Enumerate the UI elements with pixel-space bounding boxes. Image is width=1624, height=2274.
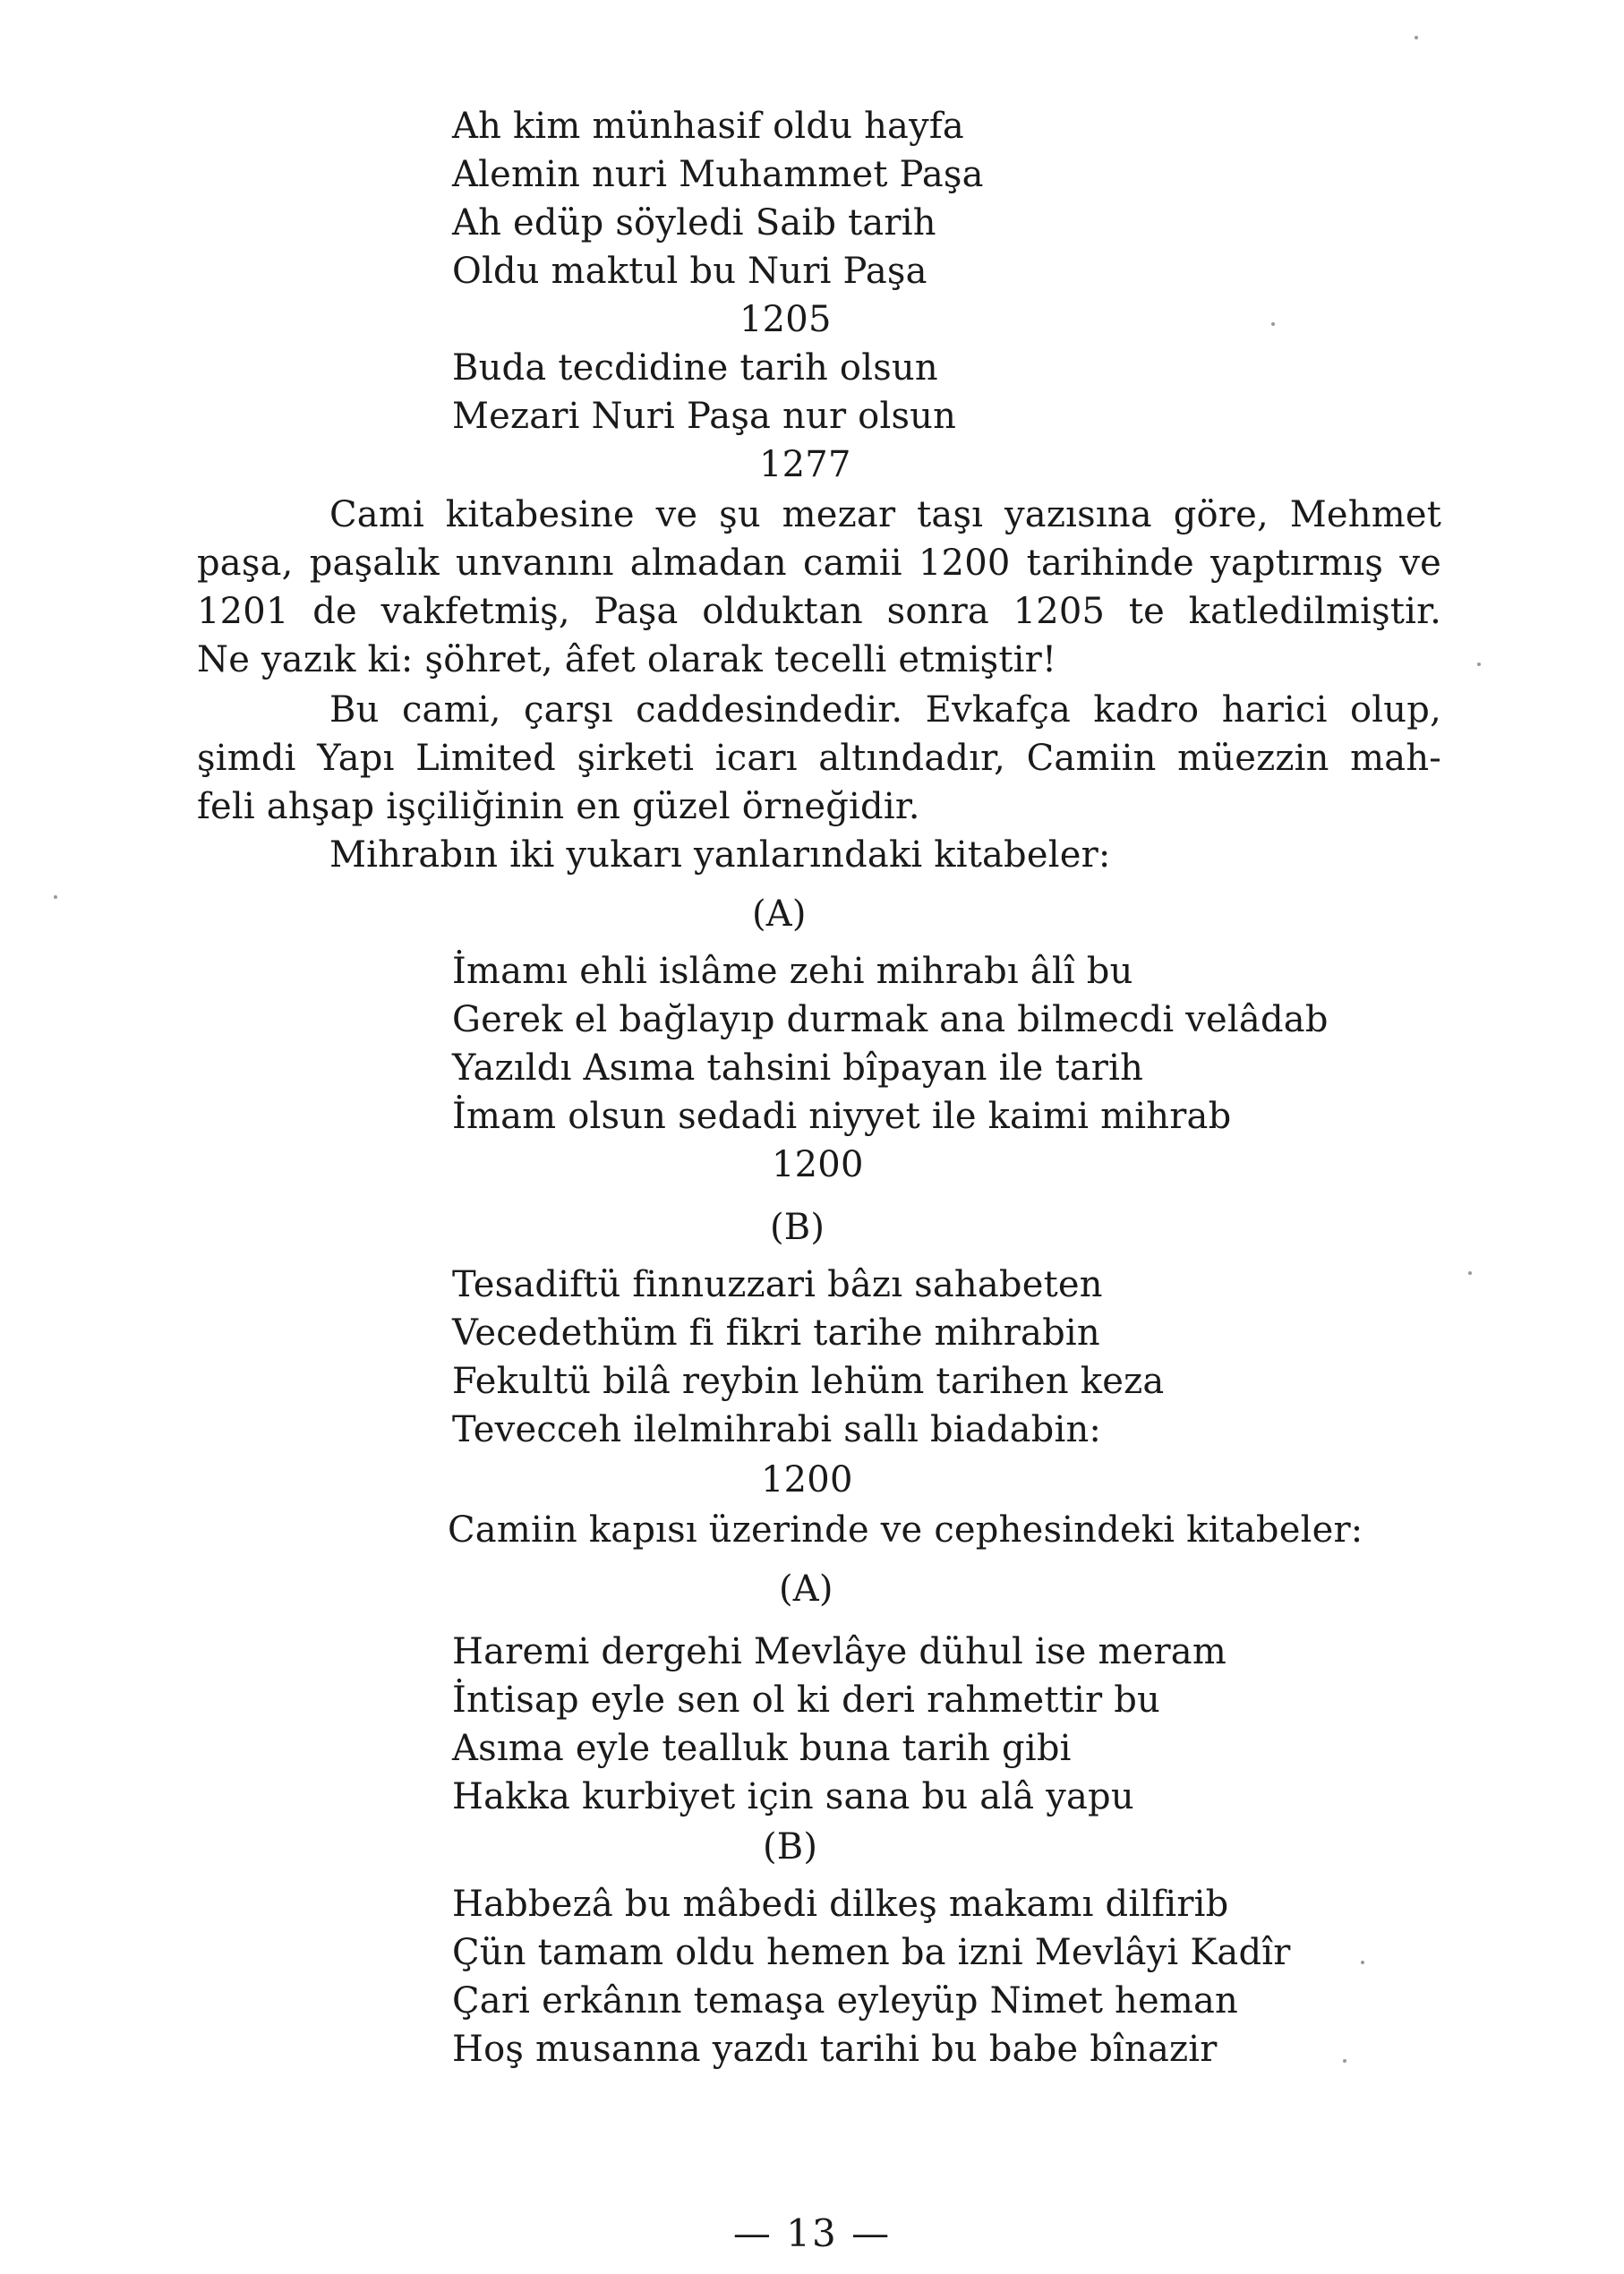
- paragraph-line: paşa, paşalık unvanını almadan camii 1200 tarihinde yaptırmış ve: [197, 543, 1441, 584]
- door-b-line: Hoş musanna yazdı tarihi bu babe bînazir: [452, 2029, 1218, 2070]
- scan-speck: [1468, 1271, 1472, 1275]
- paragraph-line: Cami kitabesine ve şu mezar taşı yazısına göre, Mehmet: [329, 494, 1441, 535]
- paragraph-line: şimdi Yapı Limited şirketi icarı altındadır, Camiin müezzin mah-: [197, 738, 1441, 779]
- epitaph-line: Alemin nuri Muhammet Paşa: [452, 154, 984, 195]
- door-a-line: İntisap eyle sen ol ki deri rahmettir bu: [452, 1680, 1160, 1721]
- door-a-line: Haremi dergehi Mevlâye dühul ise meram: [452, 1631, 1227, 1672]
- epitaph-line: Oldu maktul bu Nuri Paşa: [452, 251, 927, 292]
- door-a-line: Hakka kurbiyet için sana bu alâ yapu: [452, 1776, 1134, 1817]
- mihrab-b-line: Tesadiftü finnuzzari bâzı sahabeten: [452, 1264, 1103, 1305]
- page-number: — 13 —: [732, 2211, 892, 2255]
- epitaph-line: Ah kim münhasif oldu hayfa: [452, 106, 964, 147]
- door-heading: Camiin kapısı üzerinde ve cephesindeki kitabeler:: [448, 1509, 1363, 1551]
- section-label: (A): [779, 1569, 833, 1610]
- renewal-year: 1277: [759, 444, 851, 485]
- paragraph-line: 1201 de vakfetmiş, Paşa olduktan sonra 1205 te katledilmiştir.: [197, 591, 1441, 632]
- mihrab-b-line: Vecedethüm fi fikri tarihe mihrabin: [452, 1312, 1100, 1354]
- paragraph-line: Ne yazık ki: şöhret, âfet olarak tecelli etmiştir!: [197, 639, 1057, 680]
- scan-speck: [1415, 36, 1418, 39]
- door-a-line: Asıma eyle tealluk buna tarih gibi: [452, 1728, 1072, 1769]
- mihrab-a-line: İmamı ehli islâme zehi mihrabı âlî bu: [452, 951, 1133, 992]
- mihrab-a-line: İmam olsun sedadi niyyet ile kaimi mihrab: [452, 1096, 1232, 1137]
- scan-speck: [1361, 1961, 1364, 1964]
- mihrab-b-line: Tevecceh ilelmihrabi sallı biadabin:: [452, 1409, 1102, 1450]
- mihrab-heading: Mihrabın iki yukarı yanlarındaki kitabeler:: [329, 834, 1111, 876]
- mihrab-b-line: Fekultü bilâ reybin lehüm tarihen keza: [452, 1361, 1165, 1402]
- door-b-line: Habbezâ bu mâbedi dilkeş makamı dilfirib: [452, 1884, 1229, 1925]
- paragraph-line: Bu cami, çarşı caddesindedir. Evkafça kadro harici olup,: [329, 689, 1441, 731]
- scan-speck: [54, 895, 57, 899]
- mihrab-a-line: Gerek el bağlayıp durmak ana bilmecdi velâdab: [452, 999, 1329, 1040]
- scan-speck: [1477, 663, 1481, 666]
- section-label: (A): [752, 893, 807, 935]
- epitaph-line: Ah edüp söyledi Saib tarih: [452, 202, 936, 244]
- renewal-line: Buda tecdidine tarih olsun: [452, 347, 938, 389]
- renewal-line: Mezari Nuri Paşa nur olsun: [452, 396, 957, 437]
- door-b-line: Çün tamam oldu hemen ba izni Mevlâyi Kadîr: [452, 1932, 1291, 1973]
- mihrab-b-year: 1200: [761, 1459, 853, 1500]
- scan-speck: [1271, 322, 1275, 326]
- door-b-line: Çari erkânın temaşa eyleyüp Nimet heman: [452, 1980, 1238, 2022]
- epitaph-year: 1205: [739, 299, 832, 340]
- section-label: (B): [770, 1207, 825, 1248]
- mihrab-a-year: 1200: [772, 1144, 864, 1185]
- section-label: (B): [763, 1826, 818, 1868]
- mihrab-a-line: Yazıldı Asıma tahsini bîpayan ile tarih: [452, 1047, 1144, 1089]
- scan-speck: [1343, 2059, 1346, 2063]
- paragraph-line: feli ahşap işçiliğinin en güzel örneğidir.: [197, 786, 920, 827]
